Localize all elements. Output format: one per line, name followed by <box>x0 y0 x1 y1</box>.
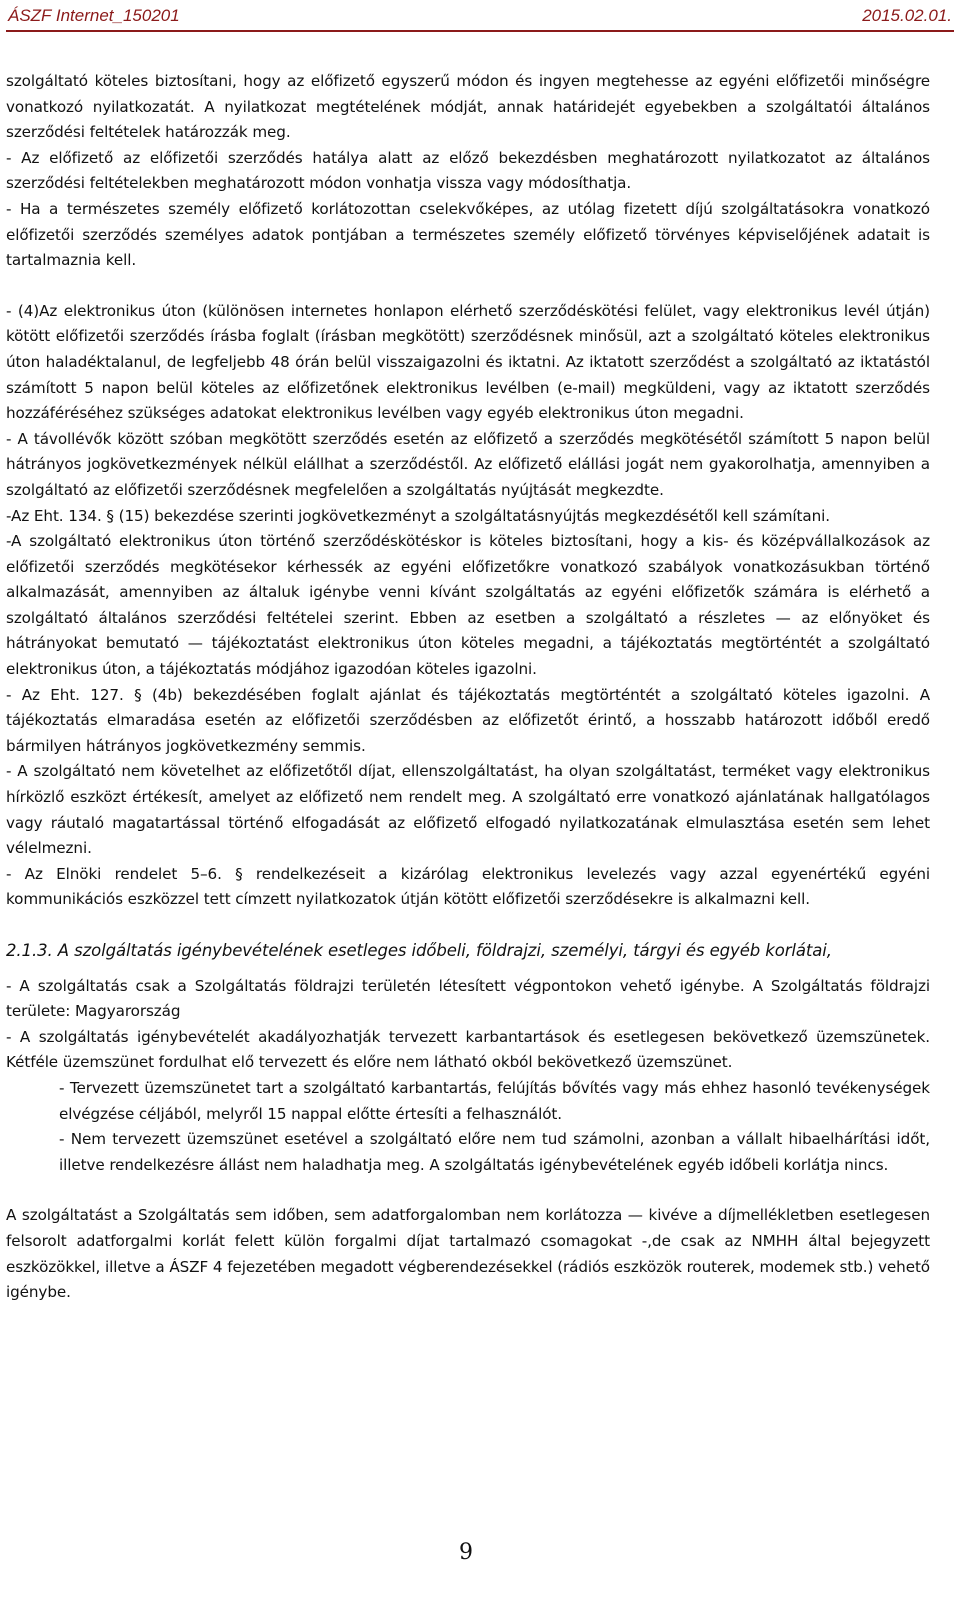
paragraph: - (4)Az elektronikus úton (különösen internetes honlapon elérhető szerződéskötési felület, vagy elektronikus levél útján) kötött előfizetői szerződés írásba foglalt (írásban megkötött) szerződésnek minősül, azt a szolgáltató köteles elektronikus úton haladéktalanul, de legfeljebb 48 órán belül visszaigazolni és iktatni. Az iktatott szerződést a szolgáltató az iktatástól számított 5 napon belül köteles az előfizetőnek elektronikus levélben (e-mail) megküldeni, vagy az iktatott szerződés hozzáféréséhez szükséges adatokat elektronikus levélben vagy egyéb elektronikus úton megadni. <box>6 301 930 423</box>
indented-paragraph: - Nem tervezett üzemszünet esetével a szolgáltató előre nem tud számolni, azonban a vállalt hibaelhárítási időt, illetve rendelkezésre állást nem haladhatja meg. A szolgáltatás igénybevételének egyéb időbeli korlátja nincs. <box>59 1130 930 1174</box>
page-header <box>0 0 960 36</box>
document-body <box>6 69 930 1306</box>
spacer <box>6 1178 930 1203</box>
paragraph: - Ha a természetes személy előfizető korlátozottan cselekvőképes, az utólag fizetett díjú szolgáltatásokra vonatkozó előfizetői szerződés személyes adatok pontjában a természetes személy előfizető törvényes képviselőjének adatait is tartalmaznia kell. <box>6 199 930 270</box>
paragraph: szolgáltató köteles biztosítani, hogy az előfizető egyszerű módon és ingyen megtehesse az egyéni előfizetői minőségre vonatkozó nyilatkozatát. A nyilatkozat megtételének módját, annak határidejét egyebekben a szolgáltatói általános szerződési feltételek határozzák meg. <box>6 72 930 142</box>
header-date: 2015.02.01. <box>862 6 952 25</box>
paragraph: A szolgáltatást a Szolgáltatás sem időben, sem adatforgalomban nem korlátozza — kivéve a díjmellékletben esetlegesen felsorolt adatforgalmi korlát felett külön forgalmi díjat tartalmazó csomagokat -,de csak az NMHH által bejegyzett eszközökkel, illetve a ÁSZF 4 fejezetében megadott végberendezésekkel (rádiós eszközök routerek, modemek stb.) vehető igénybe. <box>6 1206 930 1302</box>
indented-paragraph: - Tervezett üzemszünetet tart a szolgáltató karbantartás, felújítás bővítés vagy más ehhez hasonló tevékenységek elvégzése céljából, melyről 15 nappal előtte értesíti a felhasználót. <box>59 1078 930 1123</box>
spacer <box>6 913 930 938</box>
paragraph: - A szolgáltató nem követelhet az előfizetőtől díjat, ellenszolgáltatást, ha olyan szolgáltatást, terméket vagy elektronikus hírközlő eszközt értékesít, amelyet az előfizető nem rendelt meg. A szolgáltató erre vonatkozó ajánlatának hallgatólagos vagy ráutaló magatartással történő elfogadását az előfizető elfogadó nyilatkozatának elmulasztása esetén sem lehet vélelmezni. <box>6 762 930 858</box>
spacer <box>6 274 930 299</box>
paragraph: - A szolgáltatás csak a Szolgáltatás földrajzi területén létesített végpontokon vehető igénybe. A Szolgáltatás földrajzi területe: Magyarország <box>6 976 930 1021</box>
paragraph: -A szolgáltató elektronikus úton történő szerződéskötéskor is köteles biztosítani, hogy a kis- és középvállalkozások az előfizetői szerződés megkötésekor kérhessék az egyéni előfizetőkre vonatkozó szabályok vonatkozásukban történő alkalmazását, amennyiben az általuk igénybe venni kívánt szolgáltatás az egyéni előfizetők számára is elérhető a szolgáltató általános szerződési feltételei szerint. Ebben az esetben a szolgáltató a részletes — az előnyöket és hátrányokat bemutató — tájékoztatást elektronikus úton köteles megadni, a tájékoztatás megtörténtét a szolgáltató elektronikus úton, a tájékoztatás módjához igazodóan köteles igazolni. <box>6 532 930 679</box>
paragraph: -Az Eht. 134. § (15) bekezdése szerinti jogkövetkezményt a szolgáltatásnyújtás megkezdésétől kell számítani. <box>6 506 830 525</box>
paragraph: - Az Elnöki rendelet 5–6. § rendelkezéseit a kizárólag elektronikus levelezés vagy azzal egyenértékű egyéni kommunikációs eszközzel tett címzett nyilatkozatok útján kötött előfizetői szerződésekre is alkalmazni kell. <box>6 864 930 909</box>
paragraph: - Az előfizető az előfizetői szerződés hatálya alatt az előző bekezdésben meghatározott nyilatkozatot az általános szerződési feltételekben meghatározott módon vonhatja vissza vagy módosíthatja. <box>6 148 930 193</box>
header-document-title: ÁSZF Internet_150201 <box>8 6 180 25</box>
paragraph: - A távollévők között szóban megkötött szerződés esetén az előfizető a szerződés megkötésétől számított 5 napon belül hátrányos jogkövetkezmények nélkül elállhat a szerződéstől. Az előfizető elállási jogát nem gyakorolhatja, amennyiben a szolgáltató az előfizetői szerződésnek megfelelően a szolgáltatás nyújtását megkezdte. <box>6 429 930 499</box>
section-heading: 2.1.3. A szolgáltatás igénybevételének esetleges időbeli, földrajzi, személyi, tárgyi és egyéb korlátai, <box>6 941 832 960</box>
paragraph: - Az Eht. 127. § (4b) bekezdésében foglalt ajánlat és tájékoztatás megtörténtét a szolgáltató köteles igazolni. A tájékoztatás elmaradása esetén az előfizetői szerződésben az előfizetőt érintő, a hosszabb határozott időből eredő bármilyen hátrányos jogkövetkezmény semmis. <box>6 685 930 755</box>
header-divider <box>6 30 954 32</box>
spacer <box>6 964 930 974</box>
page-number: 9 <box>459 1540 473 1565</box>
paragraph: - A szolgáltatás igénybevételét akadályozhatják tervezett karbantartások és esetlegesen bekövetkező üzemszünetek. Kétféle üzemszünet fordulhat elő tervezett és előre nem látható okból bekövetkező üzemszünet. <box>6 1027 930 1072</box>
